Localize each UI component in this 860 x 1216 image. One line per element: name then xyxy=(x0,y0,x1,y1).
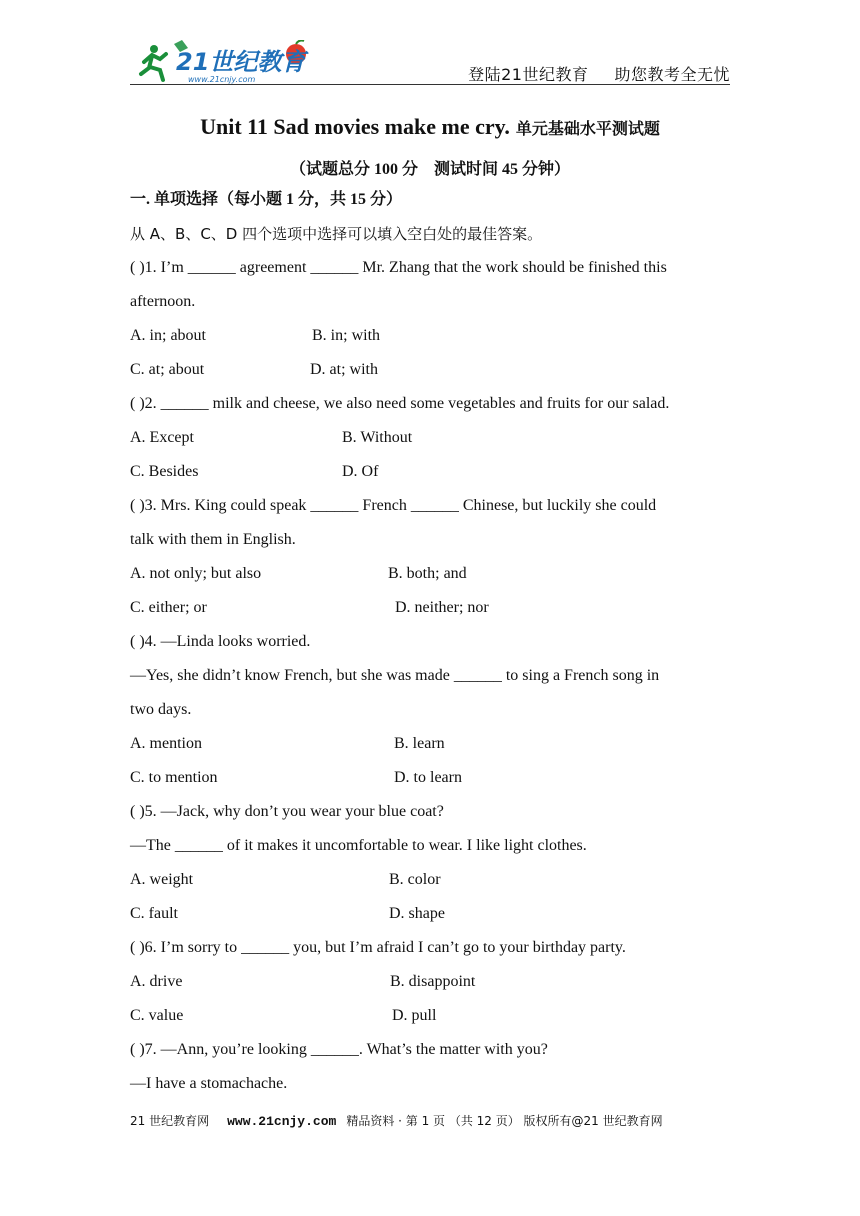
q2-option-b: B. Without xyxy=(342,429,413,446)
question-1-cont: afternoon. xyxy=(130,293,196,310)
q1-option-c: C. at; about xyxy=(130,361,205,378)
q6-option-b: B. disappoint xyxy=(390,973,476,990)
q3-option-d: D. neither; nor xyxy=(395,599,489,616)
q1-option-d: D. at; with xyxy=(310,361,378,378)
page-footer xyxy=(130,1112,663,1129)
question-4-cont-2: two days. xyxy=(130,701,192,718)
q4-option-d: D. to learn xyxy=(394,769,462,786)
q5-option-c: C. fault xyxy=(130,905,178,922)
q4-option-b: B. learn xyxy=(394,735,445,752)
footer-org: 21 世纪教育网 xyxy=(130,1114,210,1128)
q6-option-d: D. pull xyxy=(392,1007,437,1024)
question-4: ( )4. —Linda looks worried. xyxy=(130,633,311,650)
question-5: ( )5. —Jack, why don’t you wear your blue coat? xyxy=(130,803,444,820)
q6-option-c: C. value xyxy=(130,1007,184,1024)
question-6: ( )6. I’m sorry to ______ you, but I’m afraid I can’t go to your birthday party. xyxy=(130,939,626,956)
question-2: ( )2. ______ milk and cheese, we also need some vegetables and fruits for our salad. xyxy=(130,395,670,412)
question-3-cont: talk with them in English. xyxy=(130,531,296,548)
title-main: Unit 11 Sad movies make me cry. xyxy=(200,114,510,139)
q5-option-d: D. shape xyxy=(389,905,445,922)
title-suffix: 单元基础水平测试题 xyxy=(515,119,660,138)
q6-option-a: A. drive xyxy=(130,973,183,990)
header-divider xyxy=(130,84,730,85)
logo-graphic xyxy=(136,40,316,86)
footer-info: 精品资料 · 第 1 页 （共 12 页） 版权所有@21 世纪教育网 xyxy=(346,1114,663,1128)
slogan-left: 登陆21世纪教育 xyxy=(468,65,589,84)
q4-option-a: A. mention xyxy=(130,735,202,752)
page-title xyxy=(0,114,860,140)
page-subtitle: （试题总分 100 分 测试时间 45 分钟） xyxy=(289,161,570,178)
question-7-cont: —I have a stomachache. xyxy=(130,1075,288,1092)
q3-option-c: C. either; or xyxy=(130,599,207,616)
section-heading: 一. 单项选择（每小题 1 分，共 15 分） xyxy=(130,191,403,208)
question-1: ( )1. I’m ______ agreement ______ Mr. Zhang that the work should be finished this xyxy=(130,259,667,276)
section-instruction: 从 A、B、C、D 四个选项中选择可以填入空白处的最佳答案。 xyxy=(130,225,543,243)
svg-text:21世纪教育: 21世纪教育 xyxy=(176,48,306,76)
q5-option-b: B. color xyxy=(389,871,441,888)
question-3: ( )3. Mrs. King could speak ______ French ______ Chinese, but luckily she could xyxy=(130,497,657,514)
q2-option-a: A. Except xyxy=(130,429,194,446)
header-slogan xyxy=(468,62,730,85)
slogan-right: 助您教考全无忧 xyxy=(614,65,730,84)
q1-option-b: B. in; with xyxy=(312,327,381,344)
q5-option-a: A. weight xyxy=(130,871,194,888)
question-4-cont: —Yes, she didn’t know French, but she was made ______ to sing a French song in xyxy=(130,667,660,684)
question-5-cont: —The ______ of it makes it uncomfortable to wear. I like light clothes. xyxy=(130,837,587,854)
footer-site-link[interactable]: www.21cnjy.com xyxy=(227,1114,337,1129)
logo xyxy=(136,40,316,86)
q2-option-c: C. Besides xyxy=(130,463,199,480)
question-7: ( )7. —Ann, you’re looking ______. What’s the matter with you? xyxy=(130,1041,548,1058)
q3-option-b: B. both; and xyxy=(388,565,467,582)
q1-option-a: A. in; about xyxy=(130,327,206,344)
q2-option-d: D. Of xyxy=(342,463,379,480)
q4-option-c: C. to mention xyxy=(130,769,218,786)
page-header xyxy=(130,38,730,88)
q3-option-a: A. not only; but also xyxy=(130,565,262,582)
svg-text:www.21cnjy.com: www.21cnjy.com xyxy=(188,75,256,84)
